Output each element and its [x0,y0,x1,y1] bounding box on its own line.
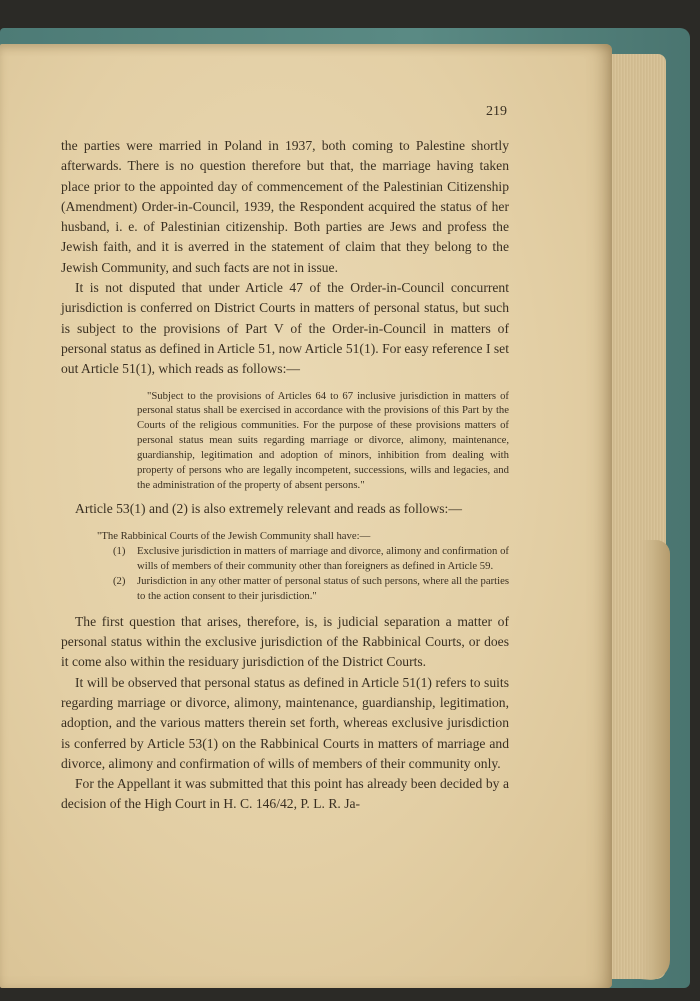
quote-article-51: "Subject to the provisions of Articles 64 to 67 inclusive jurisdiction in matters of personal status shall be exercised in accordance with the provisions of this Part by the Courts of the religious communities. For the purpose of these provisions matters of personal status mean suits regarding marriage or divorce, alimony, maintenance, guardianship, legitimation and adoption of minors, inhibition from dealing with property of persons who are legally incompetent, successions, wills and legacies, and the administration of the property of absent persons." [137,389,509,491]
quote-article-53-item [113,544,509,574]
paragraph-4: The first question that arises, therefore, is, is judicial separation a matter of personal status within the exclusive jurisdiction of the Rabbinical Courts, or does it come also within the residuary jurisdiction of the District Courts. [61,613,509,670]
paragraph-5: It will be observed that personal status as defined in Article 51(1) refers to suits regarding marriage or divorce, alimony, maintenance, guardianship, legitimation, adoption, and the various matters therein set forth, whereas exclusive jurisdiction is conferred by Article 53(1) on the Rabbinical Courts in matters of marriage and divorce, alimony and confirmation of wills of members of their community only. [61,674,509,771]
paragraph-6: For the Appellant it was submitted that this point has already been decided by a decision of the High Court in H. C. 146/42, P. L. R. Ja- [61,776,509,812]
item-number: (1) [113,545,126,558]
item-number: (2) [113,574,126,587]
paragraph-2: It is not disputed that under Article 47 of the Order-in-Council concurrent jurisdiction is conferred on District Courts in matters of personal status, but such is subject to the provisions of Part V of the Order-in-Council in matters of personal status as defined in Article 51, now Article 51(1). For easy reference I set out Article 51(1), which reads as follows:— [61,280,509,377]
item-text: Jurisdiction in any other matter of personal status of such persons, where all the parties to the action consent to their jurisdiction." [137,574,509,602]
item-text: Exclusive jurisdiction in matters of marriage and divorce, alimony and confirmation of wills of members of their community other than foreigners as defined in Article 59. [137,545,509,573]
quote-article-53-item [113,574,509,604]
paragraph-1: the parties were married in Poland in 1937, both coming to Palestine shortly afterwards. There is no question therefore but that, the marriage having taken place prior to the appointed day of commencement of the Palestinian Citizenship (Amendment) Order-in-Council, 1939, the Respondent acquired the status of her husband, i. e. of Palestinian citizenship. Both parties are Jews and profess the Jewish faith, and it is averred in the statement of claim that they belong to the Jewish Community, and such facts are not in issue. [61,138,509,275]
page-number: 219 [486,104,507,119]
quote-article-53 [97,529,509,604]
quote-article-53-lead: "The Rabbinical Courts of the Jewish Community shall have:— [97,530,371,543]
page-text [61,136,509,815]
paragraph-3: Article 53(1) and (2) is also extremely relevant and reads as follows:— [75,500,462,516]
worn-page-edges [640,540,670,980]
